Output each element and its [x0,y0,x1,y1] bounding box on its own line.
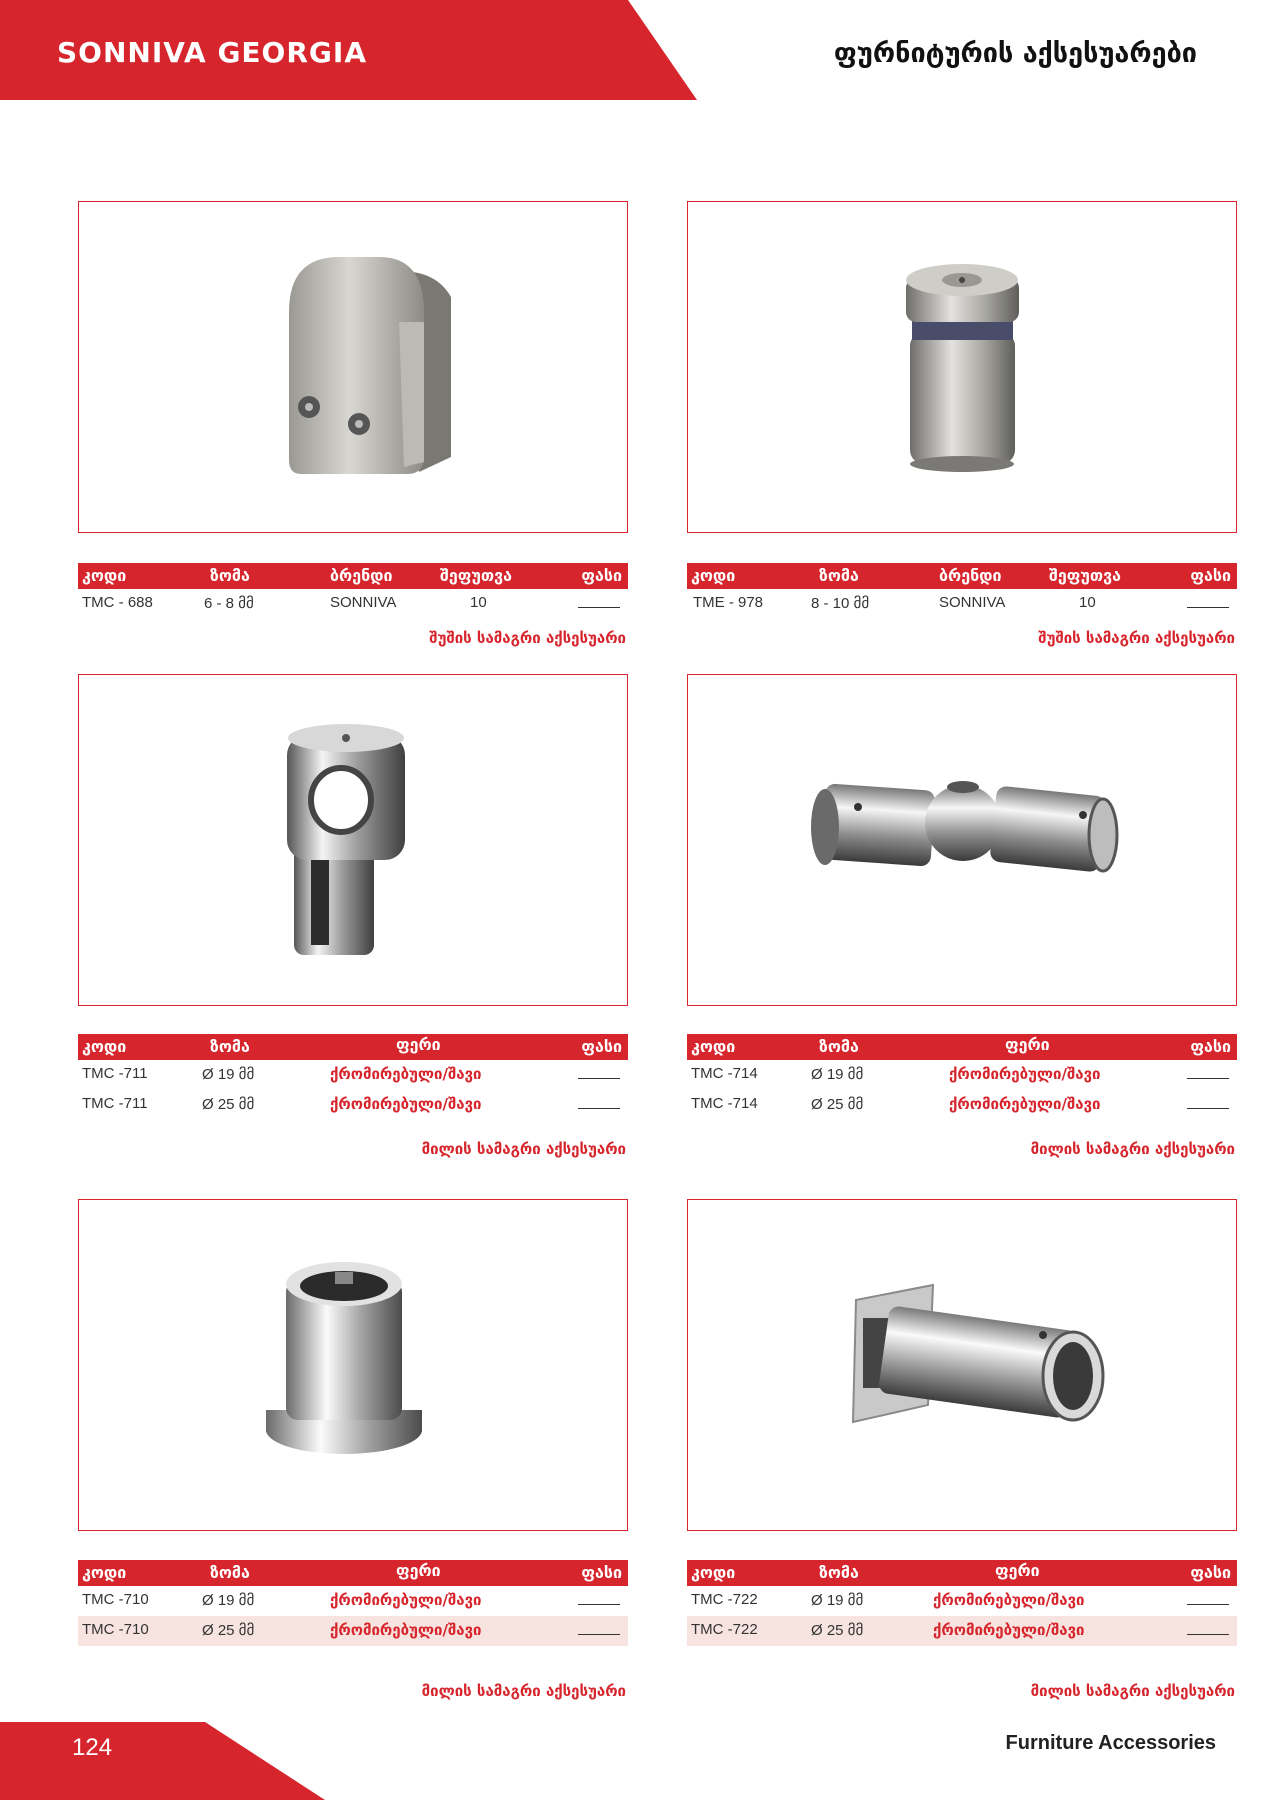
col-size: ზომა [210,1037,250,1056]
color-cell: ქრომირებული/შავი [330,1591,482,1609]
code-cell: TMC -722 [691,1621,758,1638]
col-size: ზომა [819,566,859,585]
code-cell: TMC - 688 [82,594,153,611]
product-image-frame [687,674,1237,1006]
page-title: ფურნიტურის აქსესუარები [833,38,1197,69]
color-cell: ქრომირებული/შავი [330,1095,482,1113]
product-image-frame [78,1199,628,1531]
product-caption: მილის სამაგრი აქსესუარი [421,1682,626,1700]
code-cell: TME - 978 [693,594,764,611]
spec-table [687,1034,1237,1120]
size-cell: Ø 19 მმ [202,1592,255,1609]
tube-cross-connector-icon [79,675,627,1005]
brand-cell: SONNIVA [939,594,1006,611]
product-caption: შუშის სამაგრი აქსესუარი [1038,629,1235,647]
table-row [78,1060,628,1090]
size-cell: Ø 25 მმ [202,1622,255,1639]
size-cell: Ø 25 მმ [811,1096,864,1113]
color-cell: ქრომირებული/შავი [933,1591,1085,1609]
size-cell: Ø 25 მმ [811,1622,864,1639]
pack-cell: 10 [470,594,487,611]
pack-cell: 10 [1079,594,1096,611]
size-cell: Ø 19 მმ [202,1066,255,1083]
code-cell: TMC -710 [82,1621,149,1638]
spec-table-header [687,563,1237,589]
product-caption: შუშის სამაგრი აქსესუარი [429,629,626,647]
standoff-icon [688,202,1236,532]
spec-table [78,1560,628,1646]
spec-table-header [78,1560,628,1586]
col-color: ფერი [396,1561,441,1580]
col-code: კოდი [691,1037,736,1056]
price-dash [1187,1108,1229,1109]
spec-table [78,1034,628,1120]
color-cell: ქრომირებული/შავი [949,1065,1101,1083]
price-dash [578,607,620,608]
size-cell: 6 - 8 მმ [204,595,254,612]
col-price: ფასი [581,1037,622,1056]
col-brand: ბრენდი [939,566,1002,585]
col-code: კოდი [82,1037,127,1056]
page-number: 124 [72,1734,113,1761]
wall-tube-mount-icon [688,1200,1236,1530]
price-dash [1187,1078,1229,1079]
code-cell: TMC -711 [82,1095,148,1112]
col-code: კოდი [691,1563,736,1582]
swivel-connector-icon [688,675,1236,1005]
product-caption: მილის სამაგრი აქსესუარი [1030,1682,1235,1700]
col-pack: შეფუთვა [440,566,512,585]
col-color: ფერი [995,1561,1040,1580]
code-cell: TMC -714 [691,1095,758,1112]
brand-cell: SONNIVA [330,594,397,611]
col-brand: ბრენდი [330,566,393,585]
spec-table-header [687,1560,1237,1586]
footer-label: Furniture Accessories [1005,1732,1216,1754]
col-price: ფასი [1190,1563,1231,1582]
table-row [687,589,1237,619]
spec-table [687,1560,1237,1646]
product-caption: მილის სამაგრი აქსესუარი [1030,1140,1235,1158]
table-row [78,1090,628,1120]
code-cell: TMC -711 [82,1065,148,1082]
col-code: კოდი [82,1563,127,1582]
product-image-frame [78,674,628,1006]
color-cell: ქრომირებული/შავი [330,1065,482,1083]
col-price: ფასი [1190,566,1231,585]
col-code: კოდი [82,566,127,585]
col-color: ფერი [1005,1035,1050,1054]
size-cell: 8 - 10 მმ [811,595,870,612]
size-cell: Ø 19 მმ [811,1066,864,1083]
product-image-frame [687,1199,1237,1531]
table-row [687,1586,1237,1616]
price-dash [578,1078,620,1079]
color-cell: ქრომირებული/შავი [949,1095,1101,1113]
footer-band [0,1722,330,1800]
col-color: ფერი [396,1035,441,1054]
table-row [78,589,628,619]
col-code: კოდი [691,566,736,585]
col-size: ზომა [819,1037,859,1056]
table-row [78,1586,628,1616]
glass-clamp-icon [79,202,627,532]
price-dash [1187,607,1229,608]
price-dash [1187,1604,1229,1605]
spec-table-header [78,563,628,589]
code-cell: TMC -722 [691,1591,758,1608]
product-image-frame [687,201,1237,533]
col-size: ზომა [210,1563,250,1582]
spec-table [78,563,628,619]
tube-end-cap-icon [79,1200,627,1530]
table-row [687,1060,1237,1090]
price-dash [578,1634,620,1635]
spec-table-header [78,1034,628,1060]
col-size: ზომა [210,566,250,585]
size-cell: Ø 25 მმ [202,1096,255,1113]
price-dash [578,1604,620,1605]
table-row [78,1616,628,1646]
price-dash [578,1108,620,1109]
col-price: ფასი [1190,1037,1231,1056]
col-size: ზომა [819,1563,859,1582]
spec-table-header [687,1034,1237,1060]
col-price: ფასი [581,566,622,585]
color-cell: ქრომირებული/შავი [330,1621,482,1639]
table-row [687,1090,1237,1120]
size-cell: Ø 19 მმ [811,1592,864,1609]
col-pack: შეფუთვა [1049,566,1121,585]
spec-table [687,563,1237,619]
table-row [687,1616,1237,1646]
product-image-frame [78,201,628,533]
color-cell: ქრომირებული/შავი [933,1621,1085,1639]
price-dash [1187,1634,1229,1635]
code-cell: TMC -714 [691,1065,758,1082]
product-caption: მილის სამაგრი აქსესუარი [421,1140,626,1158]
brand-name: SONNIVA GEORGIA [57,36,367,69]
col-price: ფასი [581,1563,622,1582]
code-cell: TMC -710 [82,1591,149,1608]
